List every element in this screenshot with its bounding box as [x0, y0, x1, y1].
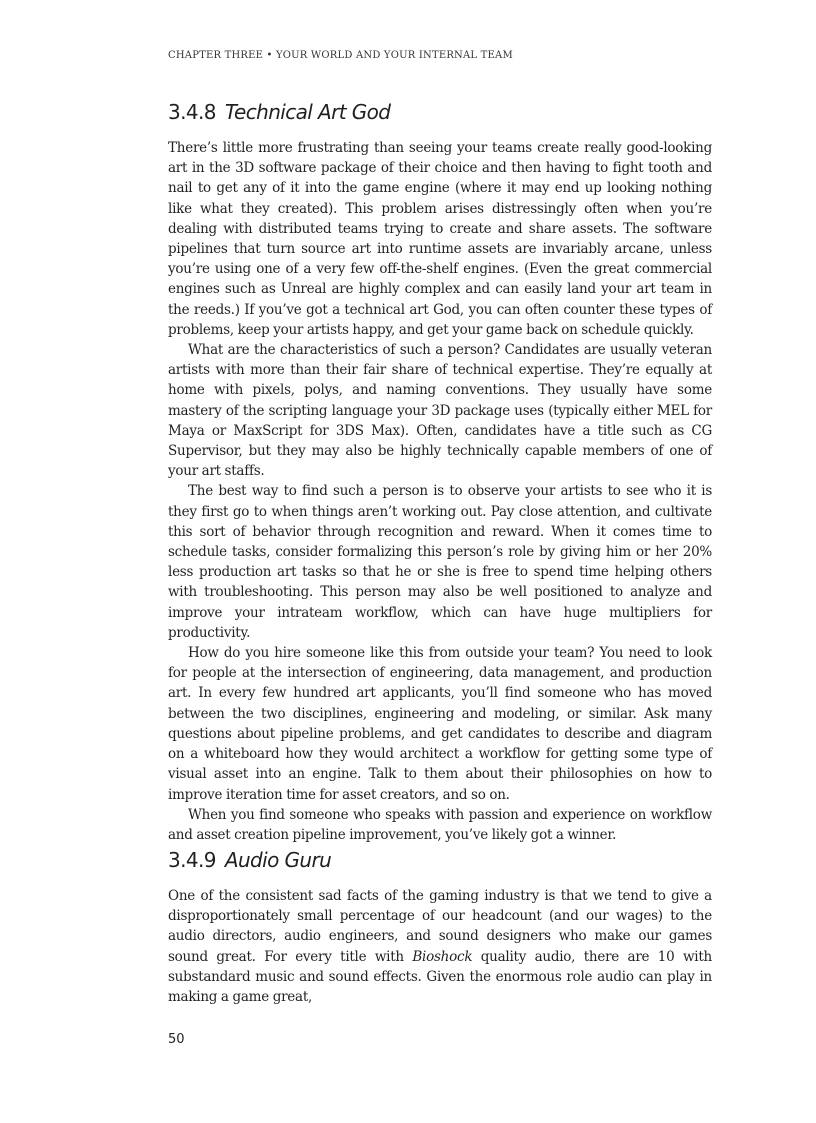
body-paragraph: How do you hire someone like this from outside your team? You need to look for people at the intersection of engineering, data management, and production art. In every few hundred art applicants, you’ll find someone who has moved between the two disciplines, engineering and modeling, or similar. Ask many questions about pipeline problems, and get candidates to describe and diagram on a whiteboard how they would architect a workflow for getting some type of visual asset into an engine. Talk to them about their philosophies on how to improve iteration time for asset creators, and so on. — [168, 645, 712, 803]
body-paragraph: The best way to find such a person is to observe your artists to see who it is they first go to when things aren’t working out. Pay close attention, and cultivate this sort of behavior through recognition and reward. When it comes time to schedule tasks, consider formalizing this person’s role by giving him or her 20% less production art tasks so that he or she is free to spend time helping others with troubleshooting. This person may also be well positioned to analyze and improve your intrateam workflow, which can have huge multipliers for productivity. — [168, 483, 712, 641]
section-heading-technical-art-god — [168, 100, 390, 124]
section-title: Technical Art God — [224, 100, 391, 124]
page-number: 50 — [168, 1032, 185, 1047]
body-paragraph — [168, 886, 712, 1007]
running-head: CHAPTER THREE • YOUR WORLD AND YOUR INTERNAL TEAM — [168, 50, 513, 61]
section-heading-audio-guru — [168, 848, 331, 872]
section-body-audio-guru — [168, 886, 712, 1007]
body-paragraph: When you find someone who speaks with passion and experience on workflow and asset creation pipeline improvement, you’ve likely got a winner. — [168, 806, 712, 843]
section-title: Audio Guru — [224, 848, 332, 872]
body-paragraph: What are the characteristics of such a person? Candidates are usually veteran artists with more than their fair share of technical expertise. They’re equally at home with pixels, polys, and naming conventions. They usually have some mastery of the scripting language your 3D package uses (typically either MEL for Maya or MaxScript for 3DS Max). Often, candidates have a title such as CG Supervisor, but they may also be highly technically capable members of one of your art staffs. — [168, 342, 712, 480]
section-number: 3.4.9 — [168, 848, 216, 872]
body-paragraph: There’s little more frustrating than seeing your teams create really good-looking art in the 3D software package of their choice and then having to fight tooth and nail to get any of it into the game engine (where it may end up looking nothing like what they created). This problem arises distressingly often when you’re dealing with distributed teams trying to create and share assets. The software pipelines that turn source art into runtime assets are invariably arcane, unless you’re using one of a very few off-the-shelf engines. (Even the great commercial engines such as Unreal are highly complex and can easily land your art team in the reeds.) If you’ve got a technical art God, you can often counter these types of problems, keep your artists happy, and get your game back on schedule quickly. — [168, 140, 712, 338]
game-title-emphasis: Bioshock — [412, 948, 473, 965]
section-number: 3.4.8 — [168, 100, 216, 124]
text-run: One of the consistent sad facts of the gaming industry is that we tend to give a disproportionately small percentage of our headcount (and our wages) to the audio directors, audio engineers, and sound designers who make our games sound great. For every title with — [168, 888, 712, 965]
section-body-technical-art-god — [168, 138, 712, 845]
text-run: quality audio, there are 10 with substandard music and sound effects. Given the enormous role audio can play in making a game great, — [168, 948, 712, 1006]
